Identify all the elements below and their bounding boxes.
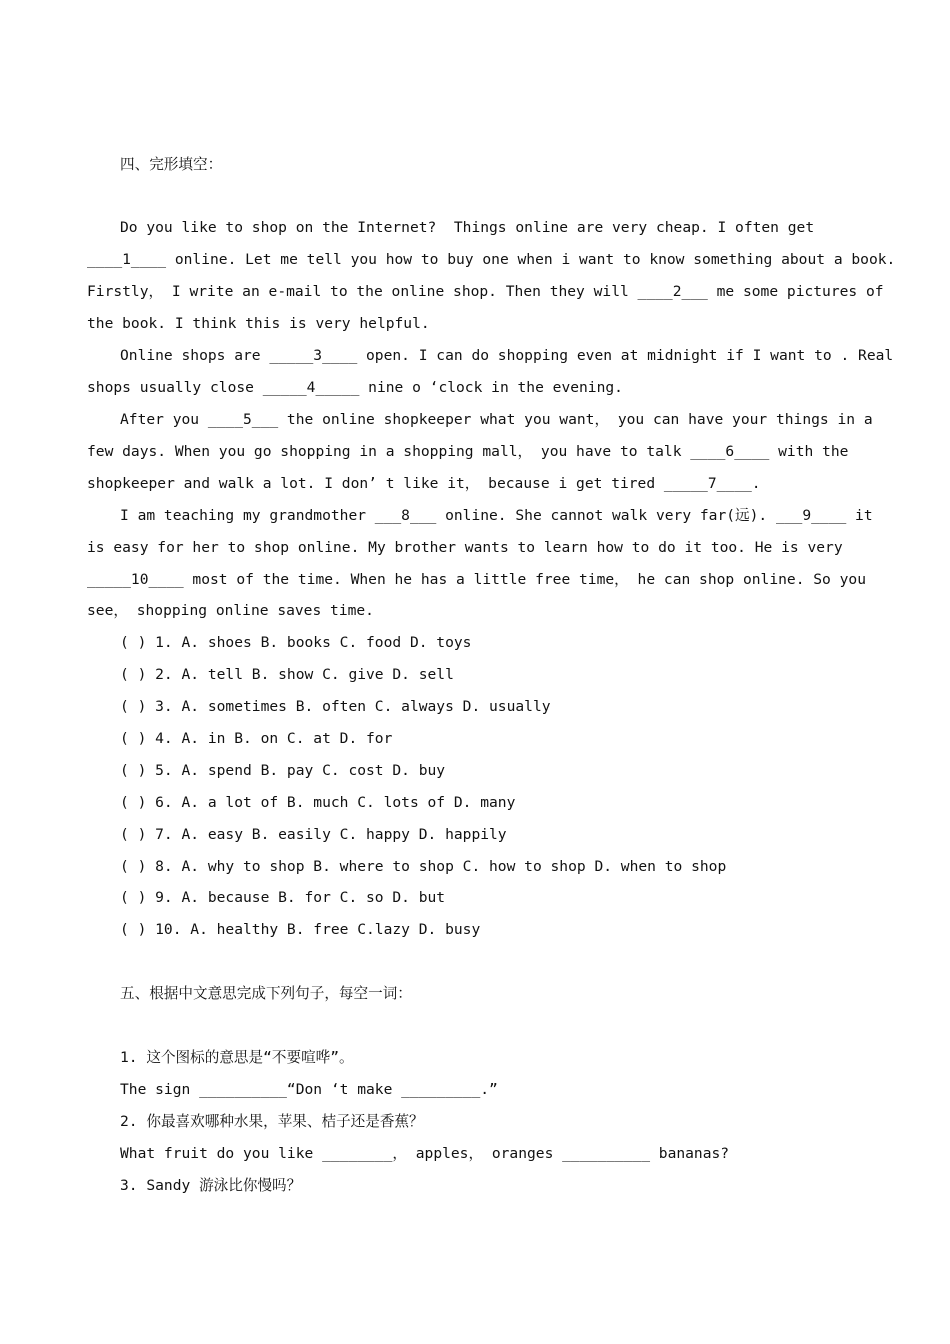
passage-line: I am teaching my grandmother ___8___ online. She cannot walk very far(远). ___9____ it — [120, 507, 873, 524]
question-option-row: ( ) 5. A. spend B. pay C. cost D. buy — [120, 762, 446, 779]
translation-item: 3. Sandy 游泳比你慢吗？ — [120, 1177, 302, 1194]
passage-line: is easy for her to shop online. My brother wants to learn how to do it too. He is very — [87, 539, 843, 556]
passage-line: the book. I think this is very helpful. — [87, 315, 430, 332]
passage-line: _____10____ most of the time. When he has a little free time， he can shop online. So you — [87, 571, 866, 588]
passage-line: shops usually close _____4_____ nine o ‘clock in the evening. — [87, 379, 623, 396]
question-option-row: ( ) 8. A. why to shop B. where to shop C. how to shop D. when to shop — [120, 858, 727, 875]
passage-line: After you ____5___ the online shopkeeper what you want， you can have your things in a — [120, 411, 873, 428]
question-option-row: ( ) 1. A. shoes B. books C. food D. toys — [120, 634, 472, 651]
question-option-row: ( ) 7. A. easy B. easily C. happy D. happily — [120, 826, 507, 843]
question-option-row: ( ) 9. A. because B. for C. so D. but — [120, 889, 446, 906]
translation-item: What fruit do you like ________， apples， oranges __________ bananas? — [120, 1145, 730, 1162]
translation-item: 2. 你最喜欢哪种水果，苹果、桔子还是香蕉？ — [120, 1113, 424, 1130]
question-option-row: ( ) 10. A. healthy B. free C.lazy D. busy — [120, 921, 481, 938]
section-4-heading: 四、完形填空： — [120, 156, 223, 173]
passage-line: shopkeeper and walk a lot. I don’ t like it， because i get tired _____7____. — [87, 475, 761, 492]
section-5-heading: 五、根据中文意思完成下列句子，每空一词： — [120, 985, 412, 1002]
question-option-row: ( ) 3. A. sometimes B. often C. always D. usually — [120, 698, 551, 715]
question-option-row: ( ) 6. A. a lot of B. much C. lots of D. many — [120, 794, 516, 811]
passage-line: Do you like to shop on the Internet? Things online are very cheap. I often get — [120, 219, 815, 236]
passage-line: ____1____ online. Let me tell you how to buy one when i want to know something about a book. — [87, 251, 896, 268]
passage-line: see， shopping online saves time. — [87, 602, 374, 619]
passage-line: Online shops are _____3____ open. I can do shopping even at midnight if I want to . Real — [120, 347, 894, 364]
translation-item: 1. 这个图标的意思是“不要喧哗”。 — [120, 1049, 354, 1066]
passage-line: Firstly， I write an e-mail to the online shop. Then they will ____2___ me some pictures of — [87, 283, 884, 300]
translation-item: The sign __________“Don ‘t make _________.” — [120, 1081, 498, 1098]
question-option-row: ( ) 4. A. in B. on C. at D. for — [120, 730, 393, 747]
question-option-row: ( ) 2. A. tell B. show C. give D. sell — [120, 666, 454, 683]
passage-line: few days. When you go shopping in a shopping mall， you have to talk ____6____ with the — [87, 443, 849, 460]
